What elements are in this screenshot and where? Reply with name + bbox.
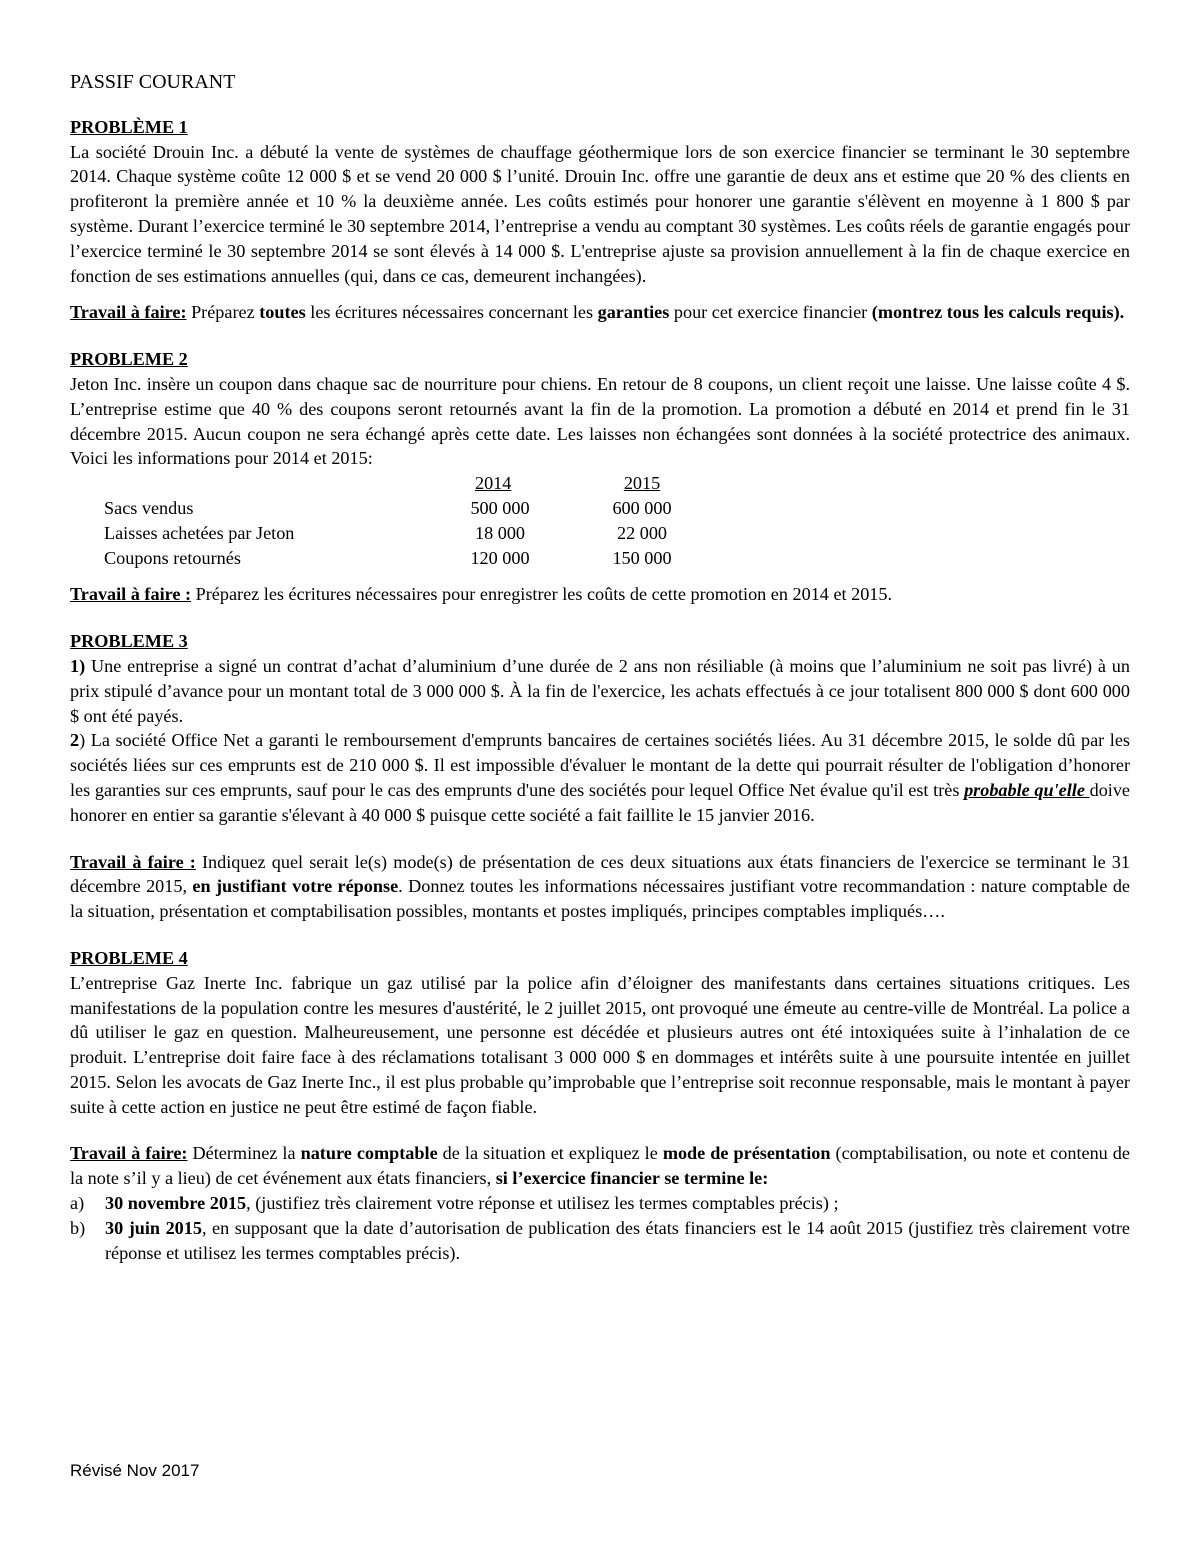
problem-2-body: Jeton Inc. insère un coupon dans chaque sac de nourriture pour chiens. En retour de 8 coupons, un client reçoit une laisse. Une laisse coûte 4 $. L’entreprise estime que 40 % des coupons seront retournés avant la fin de la promotion. La promotion a débuté en 2014 et prend fin le 31 décembre 2015. Aucun coupon ne sera échangé après cette date. Les laisses non échangées sont données à la société protectrice des animaux. Voici les informations pour 2014 et 2015: <box>70 373 1130 469</box>
problem-3-task: Travail à faire : Indiquez quel serait le(s) mode(s) de présentation de ces deux situations aux états financiers de l'exercice se terminant le 31 décembre 2015, en justifiant votre réponse. Donnez toutes les informations nécessaires justifiant votre recommandation : nature comptable de la situation, présentation et comptabilisation possibles, montants et postes impliqués, principes comptables impliqués…. <box>70 851 1131 922</box>
problem-2-heading: PROBLEME 2 <box>70 349 188 370</box>
document-page <box>70 70 1130 1265</box>
task-label: Travail à faire : <box>70 584 192 605</box>
problem-4-task: Travail à faire: Déterminez la nature comptable de la situation et expliquez le mode de présentation (comptabilisation, ou note et contenu de la note s’il y a lieu) de cet événement aux états financiers, si l’exercice financier se termine le: <box>70 1143 1130 1189</box>
problem-3 <box>70 629 1130 924</box>
list-item: a) 30 novembre 2015, (justifiez très clairement votre réponse et utilisez les termes comptables précis) ; <box>70 1193 839 1214</box>
task-label: Travail à faire: <box>70 1143 188 1164</box>
problem-3-heading: PROBLEME 3 <box>70 631 188 652</box>
problem-4 <box>70 946 1130 1266</box>
problem-1-task: Travail à faire: Préparez toutes les écritures nécessaires concernant les garanties pour cet exercice financier (montrez tous les calculs requis). <box>70 302 1125 323</box>
problem-2-task: Travail à faire : Préparez les écritures nécessaires pour enregistrer les coûts de cette promotion en 2014 et 2015. <box>70 584 893 605</box>
problem-4-heading: PROBLEME 4 <box>70 947 188 968</box>
table-row: Coupons retournés 120 000 150 000 <box>104 547 672 568</box>
revision-footer: Révisé Nov 2017 <box>70 1461 200 1480</box>
table-row: Laisses achetées par Jeton 18 000 22 000 <box>104 522 667 543</box>
task-label: Travail à faire: <box>70 302 187 323</box>
problem-4-body: L’entreprise Gaz Inerte Inc. fabrique un gaz utilisé par la police afin d’éloigner des manifestants dans certaines situations critiques. Les manifestations de la population contre les mesures d'austérité, le 2 juillet 2015, ont provoqué une émeute au centre-ville de Montréal. La police a dû utiliser le gaz en question. Malheureusement, une personne est décédée et plusieurs autres ont été intoxiquées suite à l’inhalation de ce produit. L’entreprise doit faire face à des réclamations totalisant 3 000 000 $ en dommages et intérêts suite à une poursuite intentée en juillet 2015. Selon les avocats de Gaz Inerte Inc., il est plus probable qu’improbable que l’entreprise soit reconnue responsable, mais le montant à payer suite à cette action en justice ne peut être estimé de façon fiable. <box>70 972 1130 1117</box>
problem-1-body: La société Drouin Inc. a débuté la vente de systèmes de chauffage géothermique lors de son exercice financier se terminant le 30 septembre 2014. Chaque système coûte 12 000 $ et se vend 20 000 $ l’unité. Drouin Inc. offre une garantie de deux ans et estime que 20 % des clients en profiteront la première année et 10 % la deuxième année. Les coûts estimés pour honorer une garantie s'élèvent en moyenne à 1 800 $ par système. Durant l’exercice terminé le 30 septembre 2014, l’entreprise a vendu au comptant 30 systèmes. Les coûts réels de garantie engagés pour l’exercice terminé le 30 septembre 2014 se sont élevés à 14 000 $. L'entreprise ajuste sa provision annuellement à la fin de chaque exercice en fonction de ses estimations annuelles (qui, dans ce cas, demeurent inchangées). <box>70 141 1130 286</box>
task-label: Travail à faire : <box>70 851 196 872</box>
column-header-2015: 2015 <box>623 473 661 494</box>
problem-3-item-2: 2) La société Office Net a garanti le remboursement d'emprunts bancaires de certaines sociétés liées. Au 31 décembre 2015, le solde dû par les sociétés liées sur ces emprunts est de 210 000 $. Il est impossible d'évaluer le montant de la dette qui pourrait résulter de l'obligation d’honorer les garanties sur ces emprunts, sauf pour le cas des emprunts d'une des sociétés pour lequel Office Net évalue qu'il est très probable qu'elle doive honorer en entier sa garantie s'élevant à 40 000 $ puisque cette société a fait faillite le 15 janvier 2016. <box>70 730 1131 825</box>
problem-4-subquestions <box>70 1191 1130 1265</box>
problem-2 <box>70 347 1130 607</box>
problem-2-table <box>104 471 713 570</box>
problem-3-item-1: 1) Une entreprise a signé un contrat d’achat d’aluminium d’une durée de 2 ans non résiliable (à moins que l’aluminium ne soit pas livré) à un prix stipulé d’avance pour un montant total de 3 000 000 $. À la fin de l'exercice, les achats effectués à ce jour totalisent 800 000 $ dont 600 000 $ ont été payés. <box>70 655 1130 726</box>
column-header-2014: 2014 <box>474 473 512 494</box>
problem-1 <box>70 115 1130 325</box>
document-title: PASSIF COURANT <box>70 71 236 93</box>
table-row: Sacs vendus 500 000 600 000 <box>104 497 672 518</box>
table-header-row <box>104 471 713 496</box>
problem-1-heading: PROBLÈME 1 <box>70 116 188 137</box>
list-item: b) 30 juin 2015, en supposant que la date d’autorisation de publication des états financiers est le 14 août 2015 (justifiez très clairement votre réponse et utilisez les termes comptables précis). <box>70 1217 1130 1263</box>
